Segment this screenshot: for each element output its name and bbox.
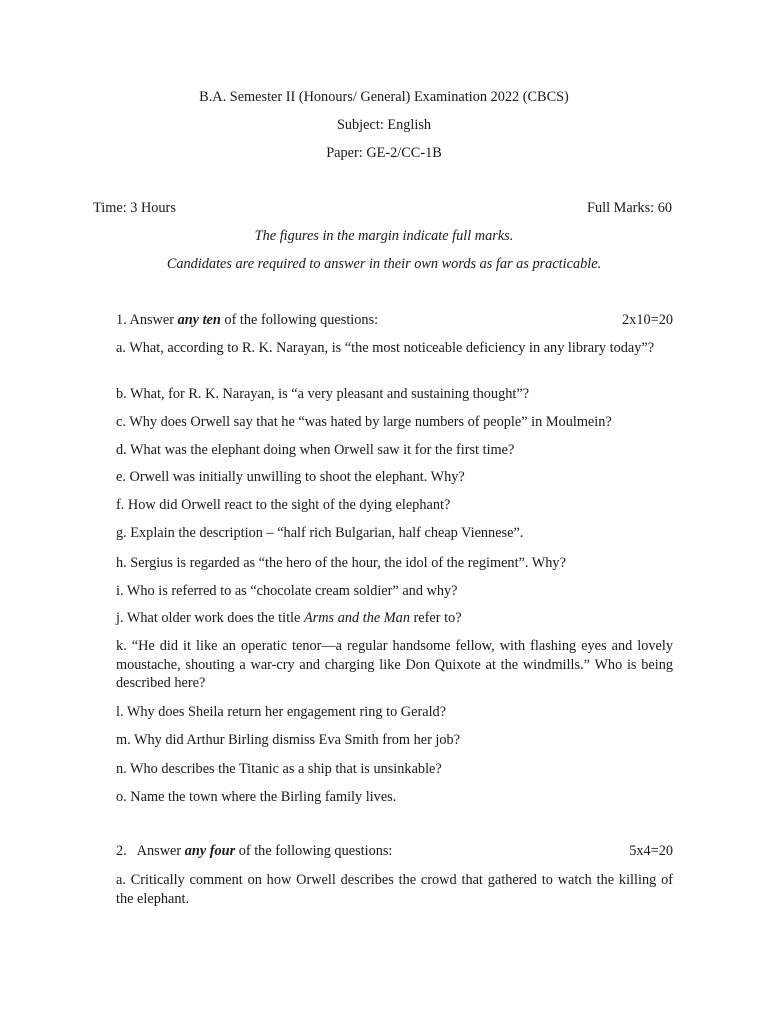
question-1m: m. Why did Arthur Birling dismiss Eva Smith from her job? — [116, 732, 461, 748]
question-1g: g. Explain the description – “half rich Bulgarian, half cheap Viennese”. — [116, 525, 524, 541]
subject-line: Subject: English — [336, 117, 432, 133]
section-2-marks: 5x4=20 — [629, 843, 673, 859]
section-1-marks: 2x10=20 — [622, 312, 673, 328]
question-1h: h. Sergius is regarded as “the hero of the hour, the idol of the regiment”. Why? — [116, 555, 566, 571]
time-allowed: Time: 3 Hours — [93, 200, 176, 216]
section-2-emphasis: any four — [184, 843, 236, 859]
own-words-note: Candidates are required to answer in their own words as far as practicable. — [166, 256, 602, 272]
question-1c: c. Why does Orwell say that he “was hated by large numbers of people” in Moulmein? — [116, 414, 612, 430]
question-1a: a. What, according to R. K. Narayan, is “the most noticeable deficiency in any library today”? — [116, 340, 655, 356]
margin-marks-note: The figures in the margin indicate full marks. — [254, 228, 514, 244]
question-1n: n. Who describes the Titanic as a ship that is unsinkable? — [116, 761, 442, 777]
paper-line: Paper: GE-2/CC-1B — [326, 145, 442, 161]
question-1j-title: Arms and the Man — [303, 610, 410, 626]
section-2-heading — [116, 843, 392, 860]
section-1-heading-post: of the following questions: — [220, 312, 379, 328]
question-1l: l. Why does Sheila return her engagement ring to Gerald? — [116, 704, 447, 720]
section-2-heading-pre: 2. Answer — [116, 843, 185, 859]
question-1f: f. How did Orwell react to the sight of the dying elephant? — [116, 497, 451, 513]
question-1b: b. What, for R. K. Narayan, is “a very pleasant and sustaining thought”? — [116, 386, 530, 402]
section-1-heading-pre: 1. Answer — [116, 312, 178, 328]
question-1j-post: refer to? — [409, 610, 462, 626]
section-2-heading-post: of the following questions: — [235, 843, 393, 859]
section-1-heading — [116, 312, 378, 329]
section-1-emphasis: any ten — [177, 312, 221, 328]
exam-title: B.A. Semester II (Honours/ General) Examination 2022 (CBCS) — [199, 89, 569, 105]
question-1d: d. What was the elephant doing when Orwell saw it for the first time? — [116, 442, 515, 458]
question-1o: o. Name the town where the Birling family lives. — [116, 789, 397, 805]
question-2a: a. Critically comment on how Orwell describes the crowd that gathered to watch the killing of the elephant. — [116, 872, 673, 907]
question-1k: k. “He did it like an operatic tenor—a regular handsome fellow, with flashing eyes and lovely moustache, shouting a war-cry and charging like Don Quixote at the windmills.” Who is being described here? — [116, 638, 673, 691]
question-1i: i. Who is referred to as “chocolate cream soldier” and why? — [116, 583, 458, 599]
question-1e: e. Orwell was initially unwilling to shoot the elephant. Why? — [116, 469, 465, 485]
full-marks: Full Marks: 60 — [587, 200, 672, 216]
question-1j-pre: j. What older work does the title — [116, 610, 304, 626]
question-1j — [116, 609, 673, 628]
